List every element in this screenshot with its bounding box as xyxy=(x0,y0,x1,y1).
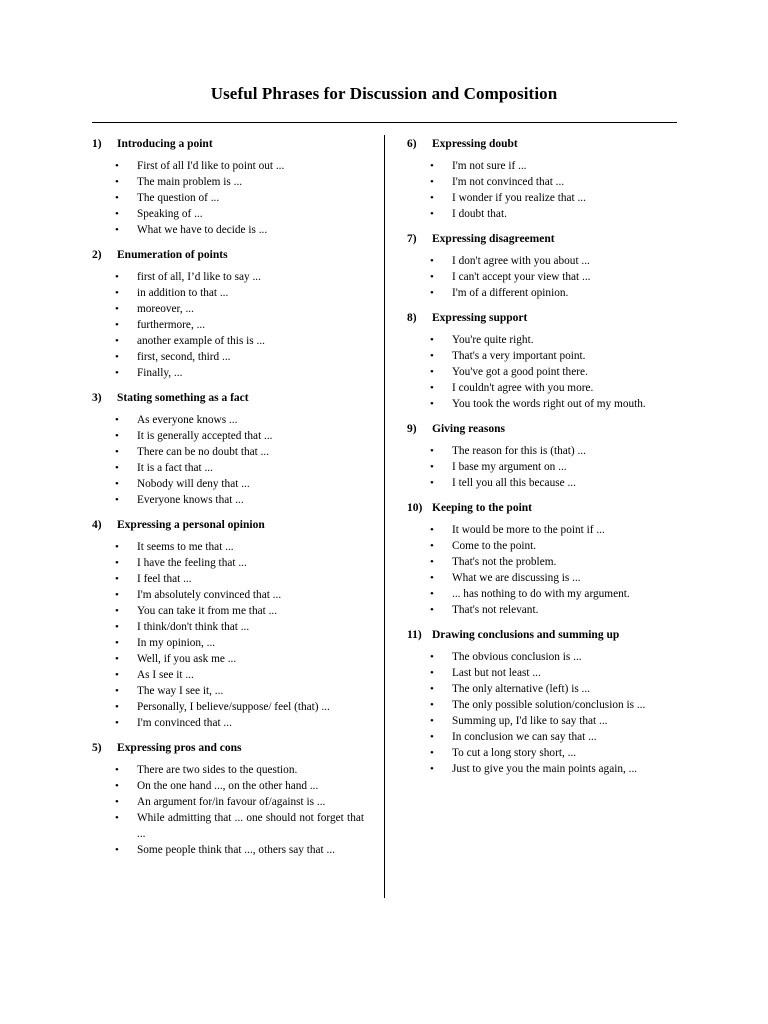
phrase-item: • Personally, I believe/suppose/ feel (that) ... xyxy=(92,699,364,715)
phrase-item: • I have the feeling that ... xyxy=(92,555,364,571)
section-heading xyxy=(407,310,679,326)
phrase-item: • Just to give you the main points again, ... xyxy=(407,761,679,777)
phrase-item: • I'm not sure if ... xyxy=(407,158,679,174)
phrase-list xyxy=(407,332,679,412)
column-divider xyxy=(384,135,385,898)
phrase-item: • What we have to decide is ... xyxy=(92,222,364,238)
phrase-item: • It seems to me that ... xyxy=(92,539,364,555)
phrase-item: • I base my argument on ... xyxy=(407,459,679,475)
phrase-item: • You've got a good point there. xyxy=(407,364,679,380)
section-heading xyxy=(407,231,679,247)
page-title: Useful Phrases for Discussion and Composition xyxy=(210,84,558,103)
phrase-section xyxy=(92,247,364,381)
phrase-item: • What we are discussing is ... xyxy=(407,570,679,586)
phrase-list xyxy=(407,443,679,491)
phrase-list xyxy=(407,649,679,777)
phrase-item: • First of all I'd like to point out ... xyxy=(92,158,364,174)
phrase-item: • As everyone knows ... xyxy=(92,412,364,428)
section-heading xyxy=(92,136,364,152)
phrase-item: • Well, if you ask me ... xyxy=(92,651,364,667)
phrase-item: • Summing up, I'd like to say that ... xyxy=(407,713,679,729)
phrase-section xyxy=(92,136,364,238)
phrase-item: • first of all, I’d like to say ... xyxy=(92,269,364,285)
phrase-item: • You're quite right. xyxy=(407,332,679,348)
phrase-item: • in addition to that ... xyxy=(92,285,364,301)
phrase-section xyxy=(407,136,679,222)
phrase-list xyxy=(92,412,364,508)
phrase-list xyxy=(92,539,364,731)
phrase-item: • The question of ... xyxy=(92,190,364,206)
phrase-section xyxy=(92,390,364,508)
phrase-item: • The reason for this is (that) ... xyxy=(407,443,679,459)
phrase-item: • I tell you all this because ... xyxy=(407,475,679,491)
phrase-item: • furthermore, ... xyxy=(92,317,364,333)
section-title: Expressing a personal opinion xyxy=(117,519,265,531)
section-title: Expressing support xyxy=(432,312,528,324)
section-number: 1) xyxy=(92,138,102,150)
section-title: Keeping to the point xyxy=(432,502,532,514)
section-heading xyxy=(407,421,679,437)
phrase-item: • first, second, third ... xyxy=(92,349,364,365)
phrase-item: • I think/don't think that ... xyxy=(92,619,364,635)
phrase-item: • Everyone knows that ... xyxy=(92,492,364,508)
section-title: Expressing disagreement xyxy=(432,233,555,245)
phrase-item: • Speaking of ... xyxy=(92,206,364,222)
phrase-list xyxy=(92,269,364,381)
phrase-list xyxy=(407,253,679,301)
phrase-section xyxy=(407,500,679,618)
section-title: Introducing a point xyxy=(117,138,213,150)
phrase-section xyxy=(407,310,679,412)
phrase-item: • Some people think that ..., others say that ... xyxy=(92,842,364,858)
phrase-section xyxy=(407,231,679,301)
phrase-item: • I don't agree with you about ... xyxy=(407,253,679,269)
phrase-item: • I'm convinced that ... xyxy=(92,715,364,731)
left-column xyxy=(92,136,364,867)
phrase-item: • That's a very important point. xyxy=(407,348,679,364)
section-number: 7) xyxy=(407,233,417,245)
phrase-item: • On the one hand ..., on the other hand ... xyxy=(92,778,364,794)
section-title: Stating something as a fact xyxy=(117,392,249,404)
section-number: 5) xyxy=(92,742,102,754)
phrase-item: • I'm of a different opinion. xyxy=(407,285,679,301)
phrase-item: • The only possible solution/conclusion is ... xyxy=(407,697,679,713)
phrase-item: • The main problem is ... xyxy=(92,174,364,190)
section-heading xyxy=(92,517,364,533)
phrase-item: • I couldn't agree with you more. xyxy=(407,380,679,396)
phrase-item: • I doubt that. xyxy=(407,206,679,222)
section-number: 10) xyxy=(407,502,423,514)
phrase-list xyxy=(407,522,679,618)
phrase-list xyxy=(92,158,364,238)
section-title: Drawing conclusions and summing up xyxy=(432,629,620,641)
phrase-item: • That's not relevant. xyxy=(407,602,679,618)
phrase-item: • To cut a long story short, ... xyxy=(407,745,679,761)
section-number: 4) xyxy=(92,519,102,531)
phrase-item: • There can be no doubt that ... xyxy=(92,444,364,460)
right-column xyxy=(407,136,679,786)
phrase-item: • I'm not convinced that ... xyxy=(407,174,679,190)
phrase-item: • An argument for/in favour of/against is ... xyxy=(92,794,364,810)
section-title: Expressing pros and cons xyxy=(117,742,242,754)
section-heading xyxy=(92,247,364,263)
section-number: 2) xyxy=(92,249,102,261)
phrase-item: • While admitting that ... one should not forget that ... xyxy=(92,810,364,842)
phrase-item: • It is generally accepted that ... xyxy=(92,428,364,444)
section-heading xyxy=(92,740,364,756)
section-title: Expressing doubt xyxy=(432,138,518,150)
phrase-item: • I'm absolutely convinced that ... xyxy=(92,587,364,603)
phrase-section xyxy=(92,740,364,858)
phrase-item: • That's not the problem. xyxy=(407,554,679,570)
phrase-item: • In my opinion, ... xyxy=(92,635,364,651)
section-heading xyxy=(92,390,364,406)
phrase-list xyxy=(407,158,679,222)
phrase-item: • I wonder if you realize that ... xyxy=(407,190,679,206)
phrase-item: • I can't accept your view that ... xyxy=(407,269,679,285)
phrase-item: • Nobody will deny that ... xyxy=(92,476,364,492)
section-title: Giving reasons xyxy=(432,423,505,435)
phrase-section xyxy=(407,421,679,491)
phrase-item: • You can take it from me that ... xyxy=(92,603,364,619)
phrase-list xyxy=(92,762,364,858)
title-rule xyxy=(92,122,677,123)
phrase-item: • The obvious conclusion is ... xyxy=(407,649,679,665)
phrase-item: • Last but not least ... xyxy=(407,665,679,681)
phrase-item: • There are two sides to the question. xyxy=(92,762,364,778)
section-number: 3) xyxy=(92,392,102,404)
section-number: 9) xyxy=(407,423,417,435)
section-heading xyxy=(407,627,679,643)
phrase-item: • I feel that ... xyxy=(92,571,364,587)
section-heading xyxy=(407,500,679,516)
phrase-item: • It is a fact that ... xyxy=(92,460,364,476)
phrase-item: • You took the words right out of my mouth. xyxy=(407,396,679,412)
phrase-item: • In conclusion we can say that ... xyxy=(407,729,679,745)
section-title: Enumeration of points xyxy=(117,249,228,261)
phrase-item: • Come to the point. xyxy=(407,538,679,554)
phrase-item: • another example of this is ... xyxy=(92,333,364,349)
phrase-item: • ... has nothing to do with my argument. xyxy=(407,586,679,602)
phrase-section xyxy=(407,627,679,777)
section-heading xyxy=(407,136,679,152)
phrase-item: • The only alternative (left) is ... xyxy=(407,681,679,697)
section-number: 11) xyxy=(407,629,422,641)
phrase-item: • It would be more to the point if ... xyxy=(407,522,679,538)
section-number: 6) xyxy=(407,138,417,150)
phrase-section xyxy=(92,517,364,731)
section-number: 8) xyxy=(407,312,417,324)
phrase-item: • As I see it ... xyxy=(92,667,364,683)
phrase-item: • moreover, ... xyxy=(92,301,364,317)
phrase-item: • The way I see it, ... xyxy=(92,683,364,699)
phrase-item: • Finally, ... xyxy=(92,365,364,381)
